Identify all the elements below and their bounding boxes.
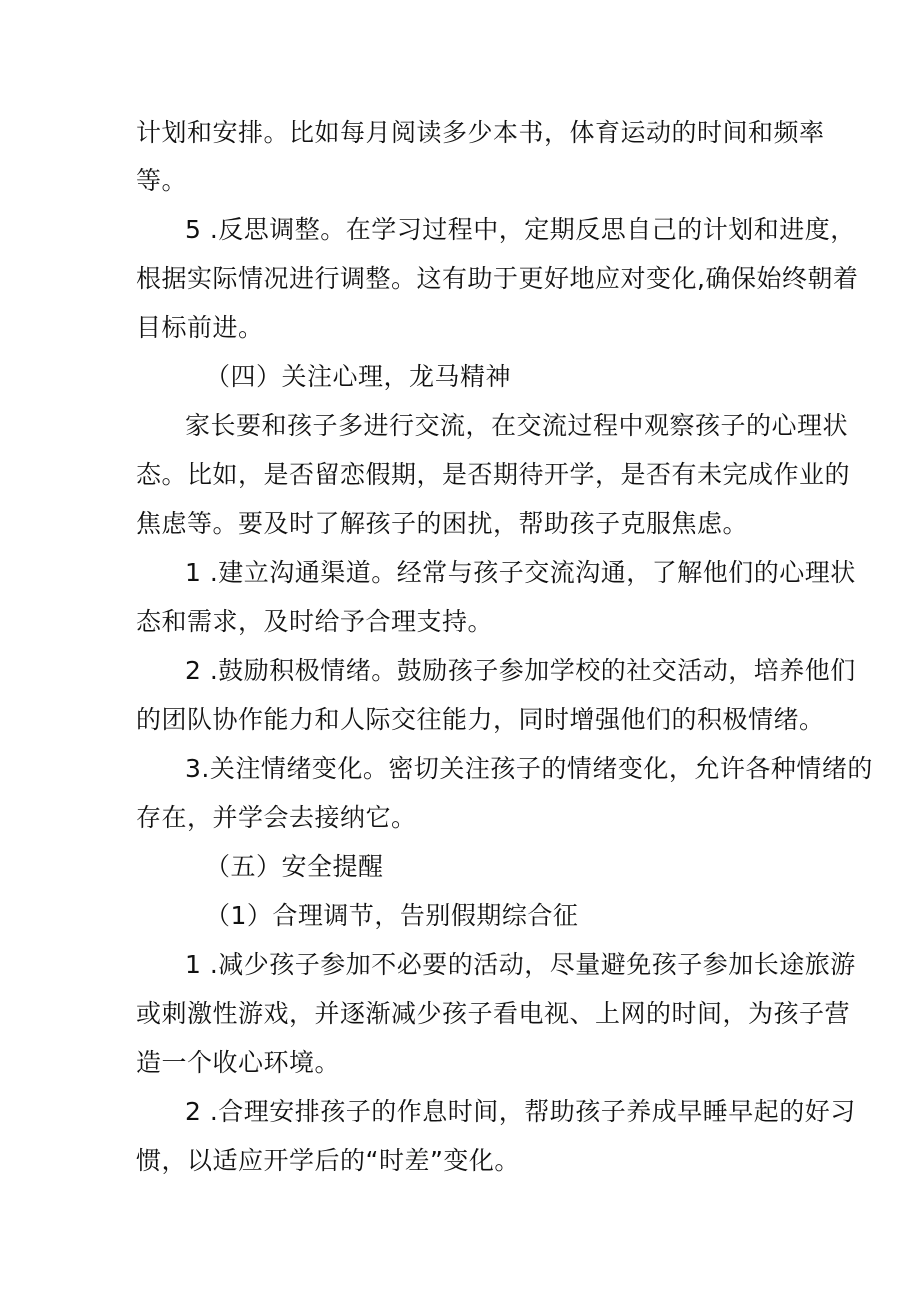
list-item-reflect: 5 .反思调整。在学习过程中，定期反思自己的计划和进度， xyxy=(185,215,856,244)
list-item-reduce-activities: 1 .减少孩子参加不必要的活动，尽量避免孩子参加长途旅游 xyxy=(185,950,856,979)
paragraph-line: 家长要和孩子多进行交流，在交流过程中观察孩子的心理状 xyxy=(185,411,849,440)
paragraph-line: 造一个收心环境。 xyxy=(136,1048,341,1077)
paragraph-line: 根据实际情况进行调整。这有助于更好地应对变化,确保始终朝着 xyxy=(136,264,859,293)
paragraph-line: 的团队协作能力和人际交往能力，同时增强他们的积极情绪。 xyxy=(136,705,825,734)
section-heading-psychology: （四）关注心理，龙马精神 xyxy=(205,362,512,391)
paragraph-line: 态。比如，是否留恋假期，是否期待开学，是否有未完成作业的 xyxy=(136,460,851,489)
paragraph-line: 态和需求，及时给予合理支持。 xyxy=(136,607,494,636)
paragraph-line: 目标前进。 xyxy=(136,313,264,342)
paragraph-line: 焦虑等。要及时了解孩子的困扰，帮助孩子克服焦虑。 xyxy=(136,509,749,538)
list-item-emotion-change: 3.关注情绪变化。密切关注孩子的情绪变化，允许各种情绪的 xyxy=(185,754,873,783)
paragraph-line: 存在，并学会去接纳它。 xyxy=(136,803,417,832)
subsection-heading-holiday-syndrome: （1）合理调节，告别假期综合征 xyxy=(205,901,579,930)
paragraph-line: 等。 xyxy=(136,166,188,195)
list-item-schedule: 2 .合理安排孩子的作息时间，帮助孩子养成早睡早起的好习 xyxy=(185,1097,856,1126)
list-item-positive-emotion: 2 .鼓励积极情绪。鼓励孩子参加学校的社交活动，培养他们 xyxy=(185,656,856,685)
paragraph-line: 惯，以适应开学后的“时差”变化。 xyxy=(136,1146,520,1175)
paragraph-line: 或刺激性游戏，并逐渐减少孩子看电视、上网的时间，为孩子营 xyxy=(136,999,851,1028)
section-heading-safety: （五）安全提醒 xyxy=(205,852,384,881)
paragraph-line: 计划和安排。比如每月阅读多少本书，体育运动的时间和频率 xyxy=(136,118,825,147)
list-item-communication: 1 .建立沟通渠道。经常与孩子交流沟通，了解他们的心理状 xyxy=(185,558,856,587)
